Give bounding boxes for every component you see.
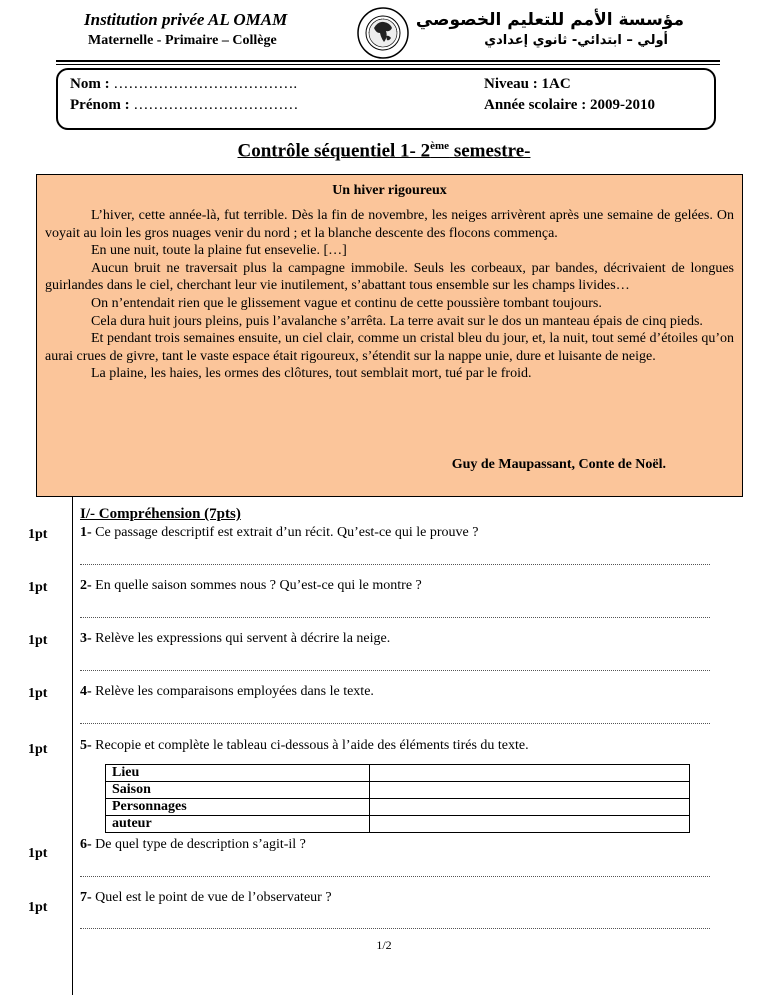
institution-logo xyxy=(356,6,410,60)
institution-levels-ar: أولي – ابتدائي- ثانوي إعدادي xyxy=(484,33,668,48)
text-title: Un hiver rigoureux xyxy=(332,183,447,198)
question-text: En quelle saison sommes nous ? Qu’est-ce qui le montre ? xyxy=(91,578,422,593)
exam-title-main: Contrôle séquentiel 1- 2 xyxy=(237,140,431,162)
text-paragraph: Et pendant trois semaines ensuite, un ciel clair, comme un cristal bleu du jour, et, la nuit, tout semé d’étoiles qu’on aurai crues de givre, tant le vaste espace était rigoureux, s’étendit sur la nappe unie, dure et luisante de neige. xyxy=(45,331,734,364)
text-paragraph: La plaine, les haies, les ormes des clôtures, tout semblait mort, tué par le froid. xyxy=(91,366,532,382)
question-1 xyxy=(80,525,478,541)
question-4 xyxy=(80,684,374,700)
header-divider-thick xyxy=(56,60,720,62)
question-points: 1pt xyxy=(28,580,48,595)
question-text: Relève les comparaisons employées dans le texte. xyxy=(91,684,374,699)
table-row-label: Personnages xyxy=(106,799,370,816)
question-number: 5- xyxy=(80,738,92,753)
question-text: De quel type de description s’agit-il ? xyxy=(91,837,306,852)
answer-line[interactable] xyxy=(80,928,710,929)
niveau-label: Niveau : 1AC xyxy=(484,76,571,92)
nom-label: Nom : xyxy=(70,76,110,92)
question-6 xyxy=(80,837,306,853)
institution-name-fr: Institution privée AL OMAM xyxy=(84,10,288,29)
text-body xyxy=(45,207,734,383)
text-paragraph: Cela dura huit jours pleins, puis l’avalanche s’arrêta. La terre avait sur le dos un manteau épais de cinq pieds. xyxy=(91,313,703,329)
answer-line[interactable] xyxy=(80,670,710,671)
exam-title-tail: semestre- xyxy=(449,140,531,162)
text-paragraph: En une nuit, toute la plaine fut ensevelie. […] xyxy=(91,243,347,259)
page-number: 1/2 xyxy=(376,938,392,952)
answer-line[interactable] xyxy=(80,876,710,877)
question-points: 1pt xyxy=(28,527,48,542)
table-answer-cell[interactable] xyxy=(370,799,690,816)
question-points: 1pt xyxy=(28,742,48,757)
table-row-label: auteur xyxy=(106,816,370,833)
question-number: 6- xyxy=(80,837,92,852)
reading-text-box xyxy=(36,174,743,497)
nom-dots: ………………………………. xyxy=(113,76,298,92)
table-answer-cell[interactable] xyxy=(370,782,690,799)
text-paragraph: Aucun bruit ne traversait plus la campagne immobile. Seuls les corbeaux, par bandes, décrivaient de longues guirlandes dans le ciel, cherchant leur vie inutilement, s’abattant tous ensemble sur les champs livides… xyxy=(45,260,734,294)
text-paragraph: L’hiver, cette année-là, fut terrible. Dès la fin de novembre, les neiges arrivèrent après une semaine de gelées. On voyait au loin les gros nuages venir du nord ; et la blanche descente des flocons commença. xyxy=(45,208,734,241)
table-answer-cell[interactable] xyxy=(370,816,690,833)
question-text: Recopie et complète le tableau ci-dessous à l’aide des éléments tirés du texte. xyxy=(91,738,529,753)
section-title: I/- Compréhension (7pts) xyxy=(80,506,241,522)
prenom-field[interactable] xyxy=(70,97,298,114)
question-number: 4- xyxy=(80,684,92,699)
text-author: Guy de Maupassant, Conte de Noël. xyxy=(451,457,666,472)
question-points: 1pt xyxy=(28,900,48,915)
prenom-dots: …………………………… xyxy=(133,97,299,113)
prenom-label: Prénom : xyxy=(70,97,130,113)
table-row xyxy=(106,799,690,816)
question-points: 1pt xyxy=(28,686,48,701)
question-7 xyxy=(80,890,332,906)
question-3 xyxy=(80,631,390,647)
table-row xyxy=(106,782,690,799)
text-paragraph: On n’entendait rien que le glissement vague et continu de cette poussière tombant toujours. xyxy=(91,295,602,311)
question-number: 3- xyxy=(80,631,92,646)
question-text: Relève les expressions qui servent à décrire la neige. xyxy=(91,631,391,646)
institution-levels-fr: Maternelle - Primaire – Collège xyxy=(88,33,277,48)
question-5 xyxy=(80,738,529,754)
table-row-label: Saison xyxy=(106,782,370,799)
table-row-label: Lieu xyxy=(106,765,370,782)
question-number: 1- xyxy=(80,525,92,540)
answer-line[interactable] xyxy=(80,617,710,618)
institution-name-ar: مؤسسة الأمم للتعليم الخصوصي xyxy=(415,10,684,30)
table-row xyxy=(106,765,690,782)
annee-scolaire-label: Année scolaire : 2009-2010 xyxy=(484,97,655,113)
question-points: 1pt xyxy=(28,846,48,861)
exam-title xyxy=(0,140,768,162)
margin-line xyxy=(72,497,73,995)
question-text: Quel est le point de vue de l’observateur ? xyxy=(91,890,332,905)
answer-table xyxy=(105,764,690,833)
question-2 xyxy=(80,578,422,594)
answer-line[interactable] xyxy=(80,723,710,724)
exam-title-sup: ème xyxy=(430,140,450,152)
nom-field[interactable] xyxy=(70,76,297,93)
question-text: Ce passage descriptif est extrait d’un récit. Qu’est-ce qui le prouve ? xyxy=(91,525,479,540)
question-number: 2- xyxy=(80,578,92,593)
question-number: 7- xyxy=(80,890,92,905)
question-points: 1pt xyxy=(28,633,48,648)
answer-line[interactable] xyxy=(80,564,710,565)
header-divider-thin xyxy=(56,64,720,65)
student-id-box xyxy=(56,68,716,130)
table-answer-cell[interactable] xyxy=(370,765,690,782)
table-row xyxy=(106,816,690,833)
